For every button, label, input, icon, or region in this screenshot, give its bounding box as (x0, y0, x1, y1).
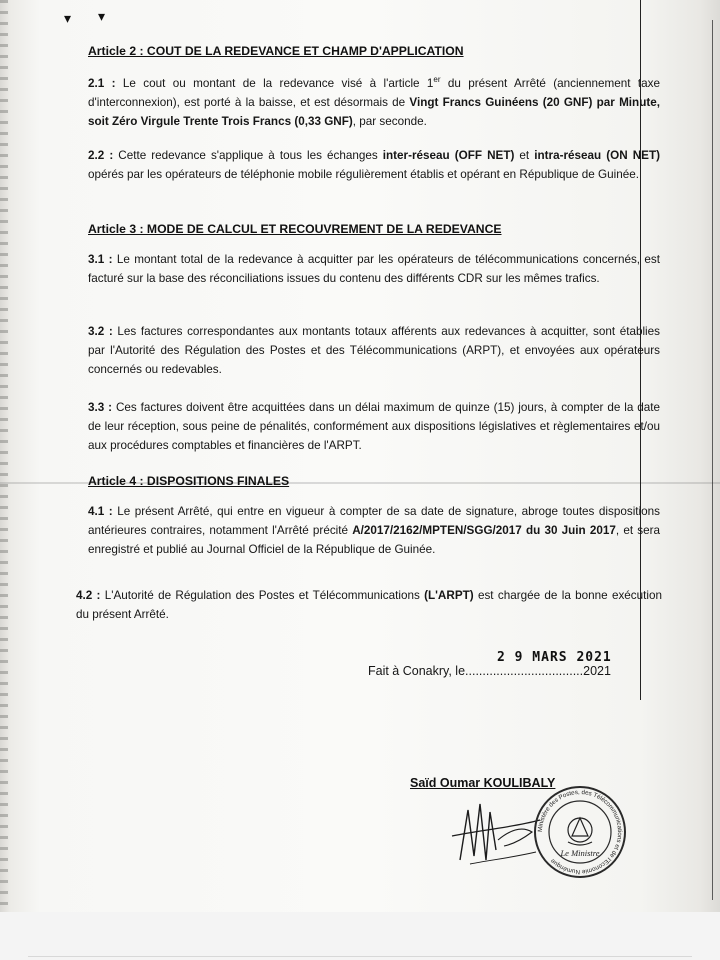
paragraph-3-3: 3.3 : Ces factures doivent être acquittées dans un délai maximum de quinze (15) jours, à compter de la date de leur réception, sous peine de pénalités, conformément aux dispositions législatives et règlementaires et/ou aux procédures comptables et financières de l'ARPT. (88, 401, 661, 452)
paragraph-number: 4.2 : (76, 589, 101, 602)
official-seal (532, 784, 628, 880)
paragraph-number: 4.1 : (88, 505, 113, 518)
scan-edge-line-right (712, 20, 713, 900)
place-and-date: Fait à Conakry, le..................................2021 (368, 664, 611, 678)
paragraph-3-2: 3.2 : Les factures correspondantes aux montants totaux afférents aux redevances à acquitter, sont établies par l'Autorité des Régulation des Postes et des Télécommunications (ARPT), et envoyées aux opérateurs concernés ou redevables. (88, 325, 661, 376)
paragraph-4-2: 4.2 : L'Autorité de Régulation des Postes et Télécommunications (L'ARPT) est chargée de la bonne exécution du présent Arrêté. (76, 589, 662, 621)
page-mark-2: ▾ (98, 8, 106, 24)
paragraph-number: 3.3 : (88, 401, 113, 414)
paragraph-number: 2.1 : (88, 76, 116, 90)
paragraph-2-2: 2.2 : Cette redevance s'applique à tous les échanges inter-réseau (OFF NET) et intra-réseau (ON NET) opérés par les opérateurs de téléphonie mobile régulièrement établis et opérant en République de Guinée. (88, 149, 660, 181)
page-mark: ▾ (64, 10, 72, 26)
paragraph-3-1: 3.1 : Le montant total de la redevance à acquitter par les opérateurs de télécommunications concernés, est facturé sur la base des réconciliations issues du contenu des différents CDR sur les mêmes trafics. (88, 253, 660, 285)
paragraph-number: 3.2 : (88, 325, 113, 338)
paragraph-number: 3.1 : (88, 253, 113, 266)
article-3-heading: Article 3 : MODE DE CALCUL ET RECOUVREMENT DE LA REDEVANCE (88, 222, 502, 236)
scan-edge-perforation (0, 0, 8, 912)
paragraph-number: 2.2 : (88, 149, 114, 162)
page-bottom-band (0, 912, 720, 960)
signatory-name: Saïd Oumar KOULIBALY (410, 776, 556, 790)
svg-text:Le Ministre: Le Ministre (560, 848, 600, 858)
paragraph-2-1: 2.1 : Le cout ou montant de la redevance visé à l'article 1er du présent Arrêté (anciennement taxe d'interconnexion), est porté à la baisse, et est désormais de Vingt Francs Guinéens (20 GNF) par Minute, soit Zéro Virgule Trente Trois Francs (0,33 GNF), par seconde. (88, 75, 660, 128)
bottom-divider (28, 956, 692, 957)
article-4-heading: Article 4 : DISPOSITIONS FINALES (88, 474, 290, 488)
stamped-date: 2 9 MARS 2021 (497, 650, 612, 665)
svg-text:Ministère des Postes, des Télé: Ministère des Postes, des Télécommunications et de l'Economie Numérique (536, 788, 624, 876)
article-2-heading: Article 2 : COUT DE LA REDEVANCE ET CHAMP D'APPLICATION (88, 44, 464, 58)
paragraph-4-1: 4.1 : Le présent Arrêté, qui entre en vigueur à compter de sa date de signature, abroge toutes dispositions antérieures contraires, notamment l'Arrêté précité A/2017/2162/MPTEN/SGG/2017 du 30 Juin 2017, et sera enregistré et publié au Journal Officiel de la République de Guinée. (88, 505, 660, 556)
